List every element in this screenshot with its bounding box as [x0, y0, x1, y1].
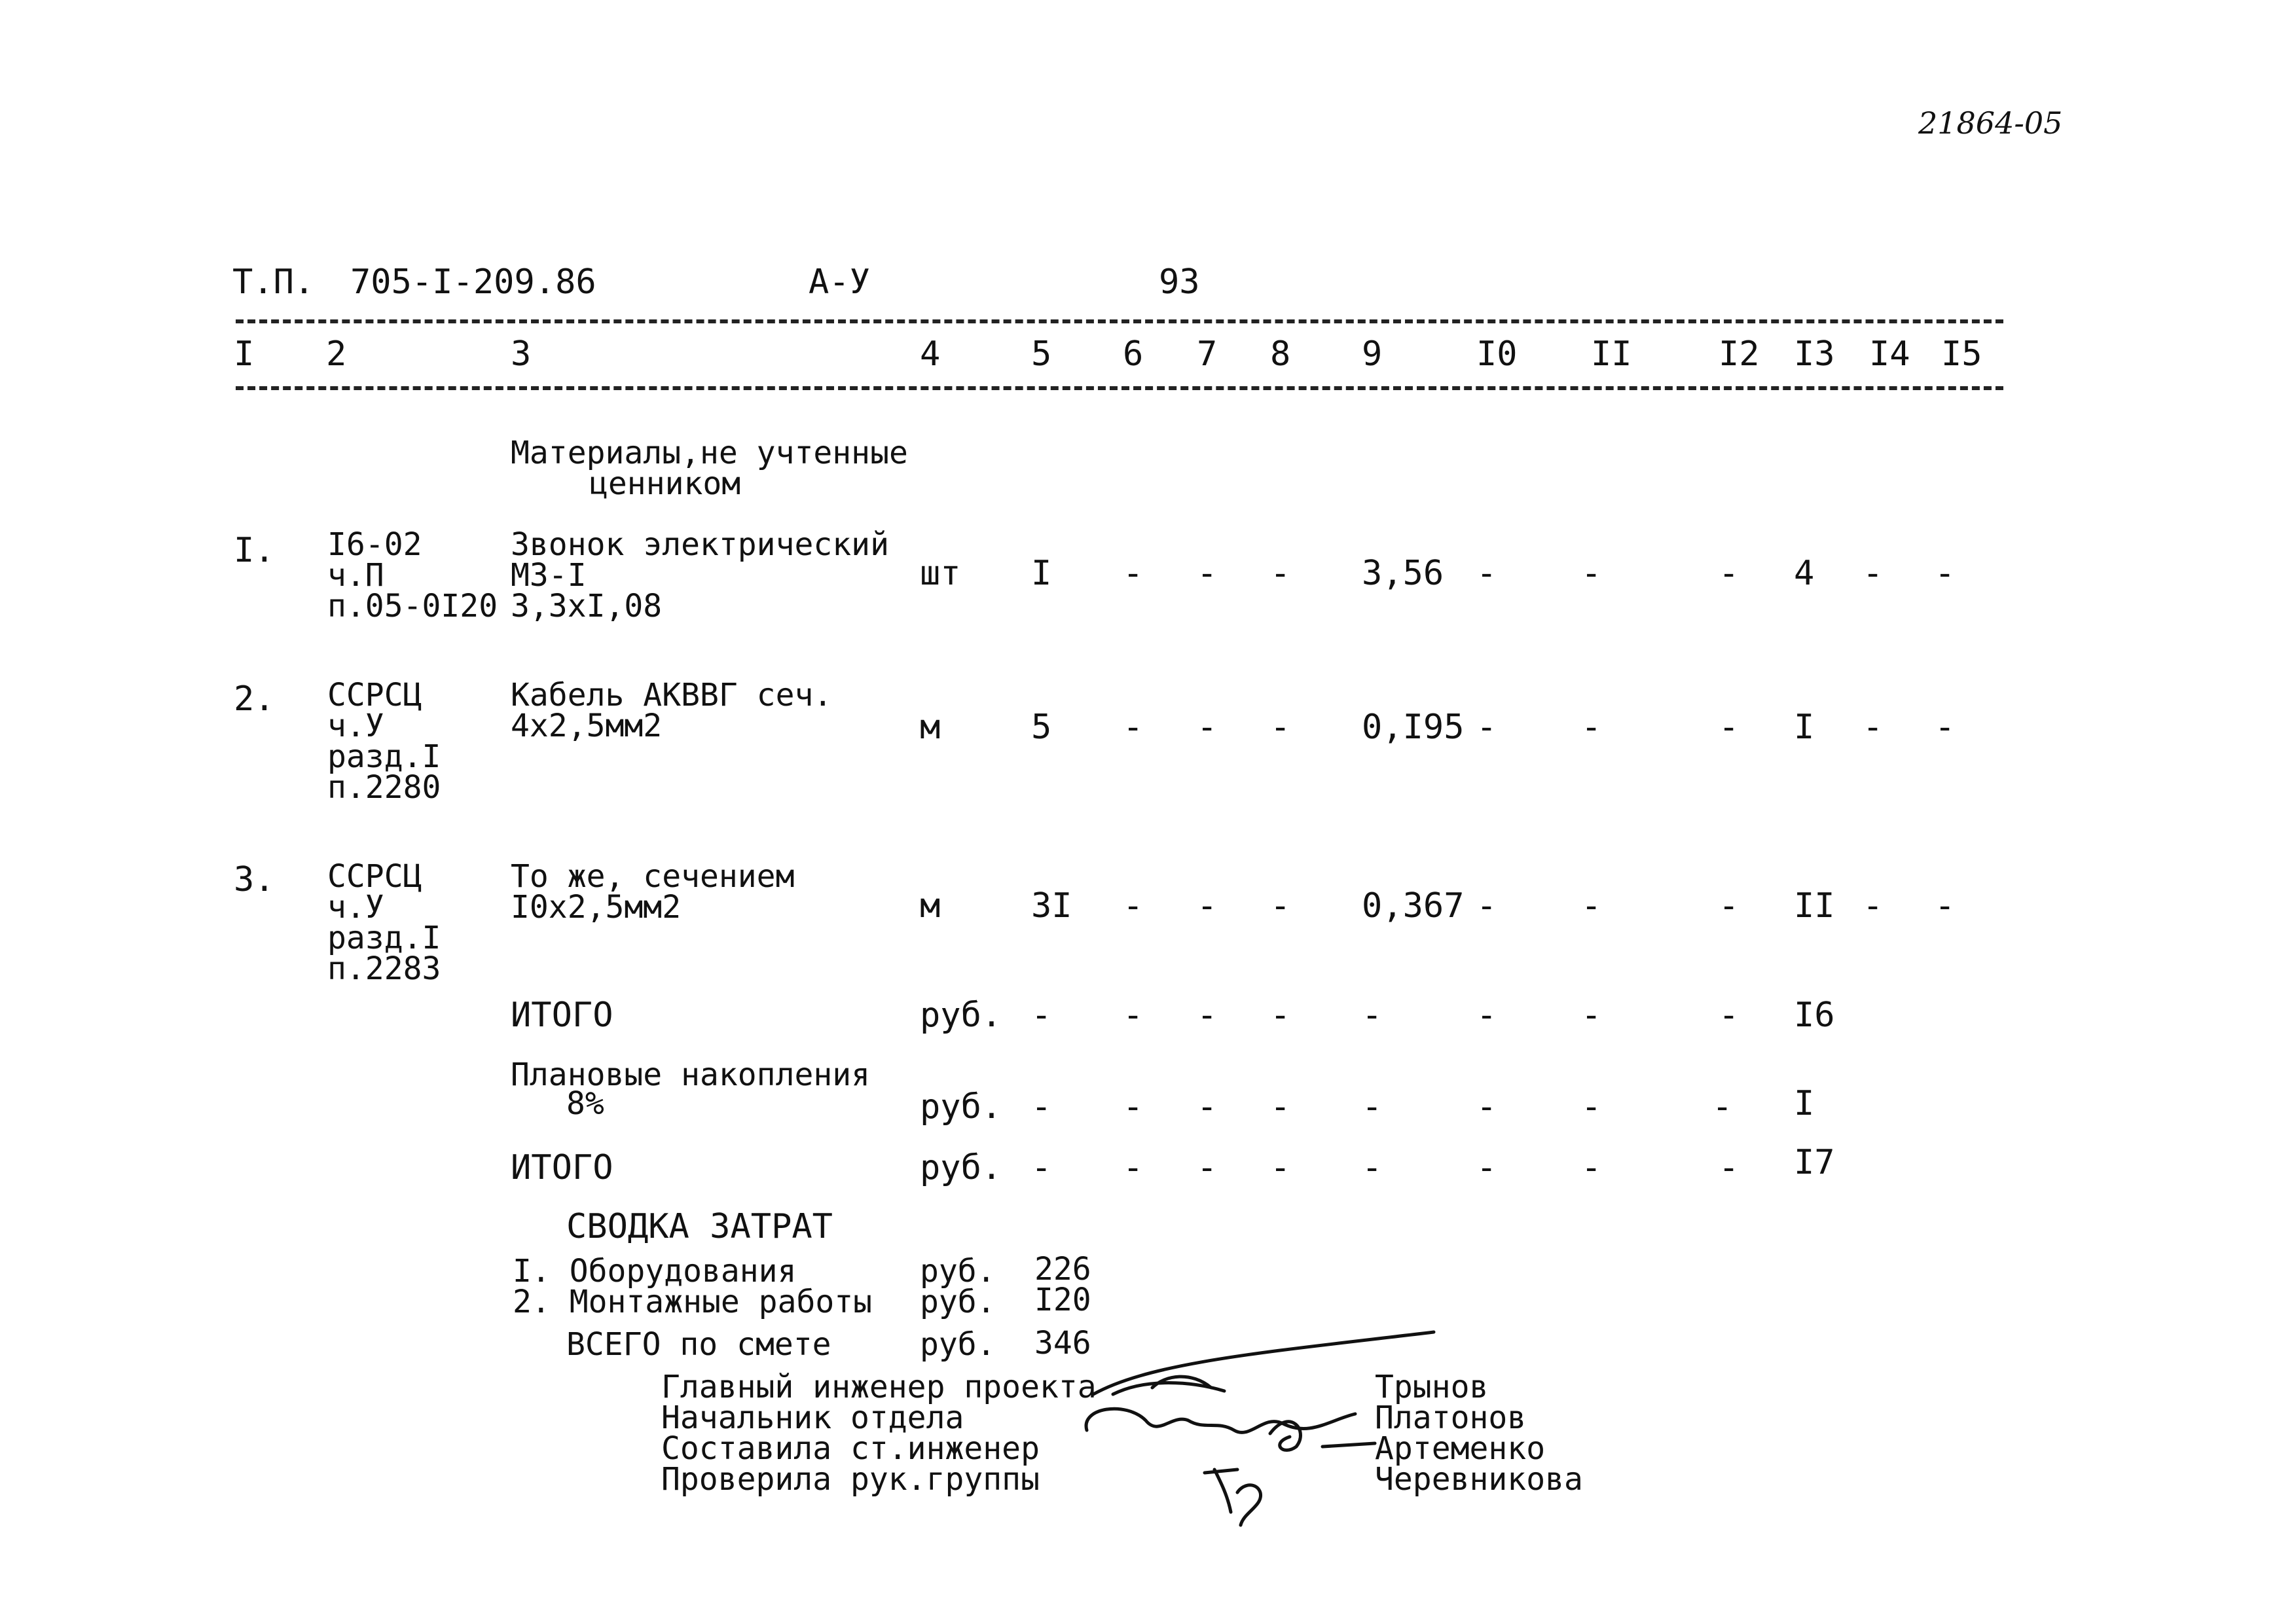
row-cell-15: - — [1935, 886, 1956, 926]
header-page-number: 93 — [1159, 262, 1200, 302]
totals-dash: - — [1270, 1087, 1291, 1127]
totals-dash: - — [1031, 996, 1052, 1035]
row-total: 4 — [1794, 554, 1815, 593]
row-number: I. — [234, 531, 275, 570]
totals-dash: - — [1197, 996, 1218, 1035]
cost-summary-total-unit: руб. — [920, 1326, 996, 1363]
row-cell-7: - — [1197, 554, 1218, 593]
row-total: II — [1794, 886, 1835, 926]
totals-dash: - — [1712, 1087, 1733, 1127]
totals-label: ИТОГО — [511, 1148, 613, 1187]
column-number: 4 — [920, 334, 941, 374]
row-name-line: 3,3хI,08 — [511, 588, 663, 624]
column-number: I0 — [1476, 334, 1518, 374]
handwritten-signatures — [1074, 1316, 1453, 1538]
cost-summary-title: СВОДКА ЗАТРАТ — [566, 1207, 833, 1246]
row-cell-7: - — [1197, 886, 1218, 926]
signatory-position: Главный инженер проекта — [661, 1369, 1097, 1405]
signatory-name: Платонов — [1375, 1399, 1527, 1436]
totals-dash: - — [1362, 1148, 1383, 1187]
column-number: I4 — [1869, 334, 1910, 374]
totals-dash: - — [1719, 1148, 1740, 1187]
cost-summary-item-value: 226 — [1034, 1251, 1091, 1288]
totals-dash: - — [1197, 1087, 1218, 1127]
row-unit-price: 0,I95 — [1362, 708, 1465, 747]
row-cell-8: - — [1270, 886, 1291, 926]
row-cell-6: - — [1123, 886, 1144, 926]
row-cell-8: - — [1270, 708, 1291, 747]
signatory-name: Черевникова — [1375, 1461, 1583, 1498]
row-name-line: Кабель АКВВГ сеч. — [511, 677, 833, 713]
row-cell-14: - — [1863, 708, 1884, 747]
cost-summary-item-value: I20 — [1034, 1282, 1091, 1318]
row-reference-line: ССРСЦ — [327, 858, 422, 895]
column-number: 2 — [326, 334, 347, 374]
totals-dash: - — [1123, 996, 1144, 1035]
row-cell-14: - — [1863, 886, 1884, 926]
section-title-line: Материалы,не учтенные — [511, 435, 908, 471]
row-cell-14: - — [1863, 554, 1884, 593]
totals-dash: - — [1362, 1087, 1383, 1127]
column-number: I5 — [1941, 334, 1982, 374]
row-cell-10: - — [1476, 886, 1497, 926]
totals-dash: - — [1362, 996, 1383, 1035]
signatory-name: Трынов — [1375, 1369, 1489, 1405]
totals-dash: - — [1031, 1148, 1052, 1187]
row-cell-11: - — [1581, 708, 1602, 747]
totals-dash: - — [1476, 996, 1497, 1035]
totals-unit: руб. — [920, 1087, 1002, 1127]
totals-dash: - — [1476, 1148, 1497, 1187]
row-number: 2. — [234, 679, 275, 719]
row-reference-line: п.2283 — [327, 950, 441, 987]
header-project-code: 705-I-209.86 — [350, 262, 596, 302]
row-cell-8: - — [1270, 554, 1291, 593]
section-title-line: ценником — [589, 465, 741, 502]
row-cell-10: - — [1476, 554, 1497, 593]
column-number: II — [1591, 334, 1632, 374]
row-reference-line: п.2280 — [327, 769, 441, 806]
header-rule-bottom — [236, 386, 2003, 390]
cost-summary-item-unit: руб. — [920, 1253, 996, 1290]
row-name-line: То же, сечением — [511, 858, 795, 895]
signatory-position: Проверила рук.группы — [661, 1461, 1040, 1498]
row-reference-line: п.05-0I20 — [327, 588, 498, 624]
header-tp-label: Т.П. — [232, 262, 315, 302]
totals-dash: - — [1581, 1087, 1602, 1127]
row-quantity: I — [1031, 554, 1052, 593]
totals-dash: - — [1581, 1148, 1602, 1187]
row-name-line: I0х2,5мм2 — [511, 889, 682, 926]
row-reference-line: I6-02 — [327, 526, 422, 563]
row-quantity: 5 — [1031, 708, 1052, 747]
totals-value: I — [1794, 1084, 1815, 1123]
row-name-line: Звонок электрический — [511, 526, 889, 563]
row-unit-price: 0,367 — [1362, 886, 1465, 926]
totals-unit: руб. — [920, 996, 1002, 1035]
totals-dash: - — [1719, 996, 1740, 1035]
totals-label: Плановые накопления — [511, 1056, 871, 1093]
cost-summary-item-label: 2. Монтажные работы — [513, 1284, 873, 1320]
row-cell-6: - — [1123, 554, 1144, 593]
totals-dash: - — [1123, 1148, 1144, 1187]
row-quantity: 3I — [1031, 886, 1072, 926]
signatory-name: Артеменко — [1375, 1430, 1546, 1467]
row-cell-7: - — [1197, 708, 1218, 747]
column-number: I2 — [1719, 334, 1760, 374]
signatory-position: Составила ст.инженер — [661, 1430, 1040, 1467]
totals-dash: - — [1581, 996, 1602, 1035]
totals-label-rate: 8% — [566, 1085, 604, 1122]
row-cell-12: - — [1719, 708, 1740, 747]
totals-unit: руб. — [920, 1148, 1002, 1187]
totals-label: ИТОГО — [511, 996, 613, 1035]
row-reference-line: ч.У — [327, 708, 384, 744]
row-reference-line: разд.I — [327, 738, 441, 775]
row-reference-line: ч.У — [327, 889, 384, 926]
row-cell-12: - — [1719, 554, 1740, 593]
column-number: 5 — [1031, 334, 1052, 374]
row-total: I — [1794, 708, 1815, 747]
row-reference-line: ч.П — [327, 557, 384, 594]
totals-dash: - — [1031, 1087, 1052, 1127]
cost-summary-total-label: ВСЕГО по смете — [566, 1326, 831, 1363]
totals-dash: - — [1476, 1087, 1497, 1127]
column-number: 8 — [1270, 334, 1291, 374]
totals-dash: - — [1123, 1087, 1144, 1127]
row-cell-12: - — [1719, 886, 1740, 926]
column-number: I3 — [1794, 334, 1835, 374]
row-cell-15: - — [1935, 554, 1956, 593]
totals-dash: - — [1270, 1148, 1291, 1187]
document-stamp-number: 21864-05 — [1918, 105, 2063, 141]
row-reference-line: разд.I — [327, 920, 441, 956]
row-cell-6: - — [1123, 708, 1144, 747]
cost-summary-item-label: I. Оборудования — [513, 1253, 797, 1290]
column-number: 6 — [1123, 334, 1144, 374]
totals-value: I7 — [1794, 1143, 1835, 1182]
row-unit: шт — [920, 554, 961, 593]
row-cell-10: - — [1476, 708, 1497, 747]
column-number: 3 — [511, 334, 532, 374]
totals-dash: - — [1270, 996, 1291, 1035]
row-name-line: 4х2,5мм2 — [511, 708, 663, 744]
row-unit: м — [920, 886, 941, 926]
totals-dash: - — [1197, 1148, 1218, 1187]
header-rule-top — [236, 319, 2003, 323]
row-cell-15: - — [1935, 708, 1956, 747]
cost-summary-total-value: 346 — [1034, 1325, 1091, 1362]
row-cell-11: - — [1581, 886, 1602, 926]
totals-value: I6 — [1794, 996, 1835, 1035]
row-number: 3. — [234, 860, 275, 899]
column-number: I — [234, 334, 255, 374]
header-album: А-У — [809, 262, 870, 302]
signatory-position: Начальник отдела — [661, 1399, 964, 1436]
row-cell-11: - — [1581, 554, 1602, 593]
cost-summary-item-unit: руб. — [920, 1284, 996, 1320]
column-number: 9 — [1362, 334, 1383, 374]
row-name-line: МЗ-I — [511, 557, 587, 594]
row-unit-price: 3,56 — [1362, 554, 1444, 593]
column-number: 7 — [1197, 334, 1218, 374]
row-unit: м — [920, 708, 941, 747]
row-reference-line: ССРСЦ — [327, 677, 422, 713]
